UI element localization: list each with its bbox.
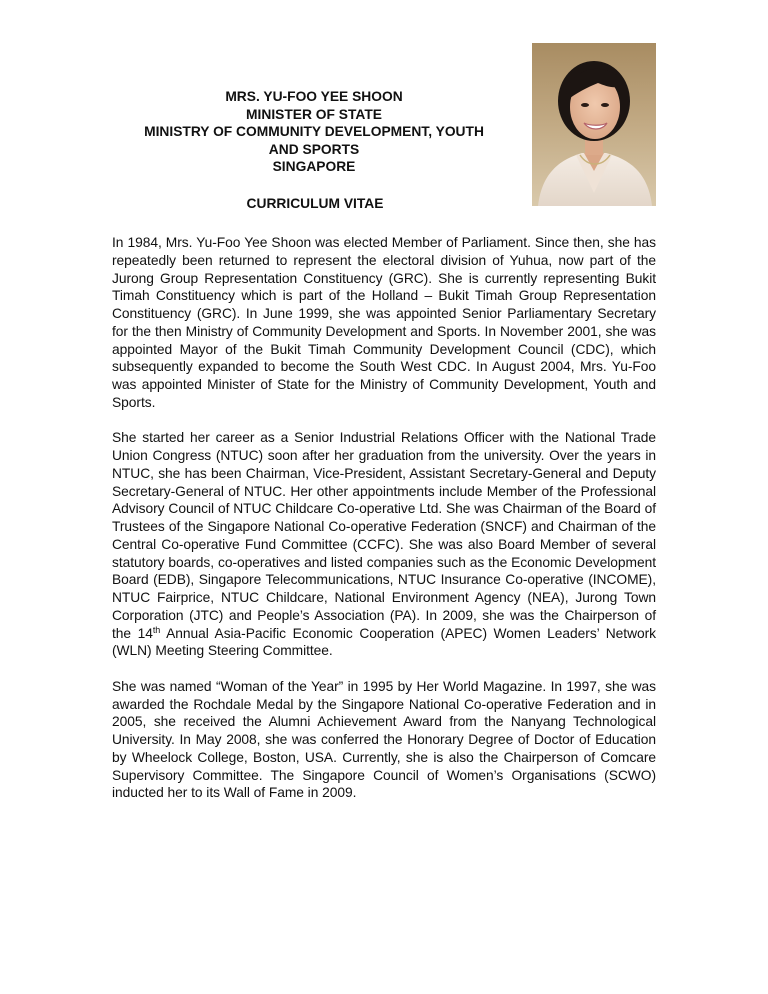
cv-body	[112, 234, 656, 820]
paragraph-parliament-career: In 1984, Mrs. Yu-Foo Yee Shoon was elected Member of Parliament. Since then, she has repeatedly been returned to represent the electoral division of Yuhua, now part of the Jurong Group Representation Constituency (GRC). She is currently representing Bukit Timah Constituency which is part of the Holland – Bukit Timah Group Representation Constituency (GRC). In June 1999, she was appointed Senior Parliamentary Secretary for the then Ministry of Community Development and Sports. In November 2001, she was appointed Mayor of the Bukit Timah Community Development Council (CDC), which subsequently expanded to become the South West CDC. In August 2004, Mrs. Yu-Foo was appointed Minister of State for the Ministry of Community Development, Youth and Sports.	[112, 235, 656, 410]
ministry-heading-line-2: AND SPORTS	[268, 141, 360, 157]
portrait-illustration	[532, 43, 656, 206]
paragraph-ntuc-text-end: Annual Asia-Pacific Economic Cooperation (APEC) Women Leaders’ Network (WLN) Meeting Steering Committee.	[112, 625, 656, 659]
portrait-photo	[532, 43, 656, 206]
country-heading: SINGAPORE	[272, 159, 356, 174]
document-header	[112, 88, 516, 176]
paragraph-ntuc-text: She started her career as a Senior Industrial Relations Officer with the National Trade Union Congress (NTUC) soon after her graduation from the university. Over the years in NTUC, she has been Chairman, Vice-President, Assistant Secretary-General and Deputy Secretary-General of NTUC. Her other appointments include Member of the Professional Advisory Council of NTUC Childcare Co-operative Ltd. She was Chairman of the Board of Trustees of the Singapore National Co-operative Federation (SNCF) and Chairman of the Central Co-operative Fund Committee (CCFC). She was also Board Member of several statutory boards, co-operatives and listed companies such as the Economic Development Board (EDB), Singapore Telecommunications, NTUC Insurance Co-operative (INCOME), NTUC Fairprice, NTUC Childcare, National Environment Agency (NEA), Jurong Town Corporation (JTC) and People’s Association (PA). In 2009, she was the Chairperson of the 14	[112, 430, 656, 641]
curriculum-vitae-title: CURRICULUM VITAE	[246, 196, 384, 211]
paragraph-awards: She was named “Woman of the Year” in 1995 by Her World Magazine. In 1997, she was awarded the Rochdale Medal by the Singapore National Co-operative Federation and in 2005, she received the Alumni Achievement Award from the Nanyang Technological University. In May 2008, she was conferred the Honorary Degree of Doctor of Education by Wheelock College, Boston, USA. Currently, she is also the Chairperson of Comcare Supervisory Committee. The Singapore Council of Women’s Organisations (SCWO) inducted her to its Wall of Fame in 2009.	[112, 678, 656, 801]
ordinal-superscript: th	[152, 624, 161, 635]
name-heading: MRS. YU-FOO YEE SHOON	[225, 89, 403, 104]
ministry-heading-line-1: MINISTRY OF COMMUNITY DEVELOPMENT, YOUTH	[144, 124, 484, 139]
position-heading: MINISTER OF STATE	[246, 106, 382, 122]
paragraph-ntuc-career	[112, 429, 656, 660]
